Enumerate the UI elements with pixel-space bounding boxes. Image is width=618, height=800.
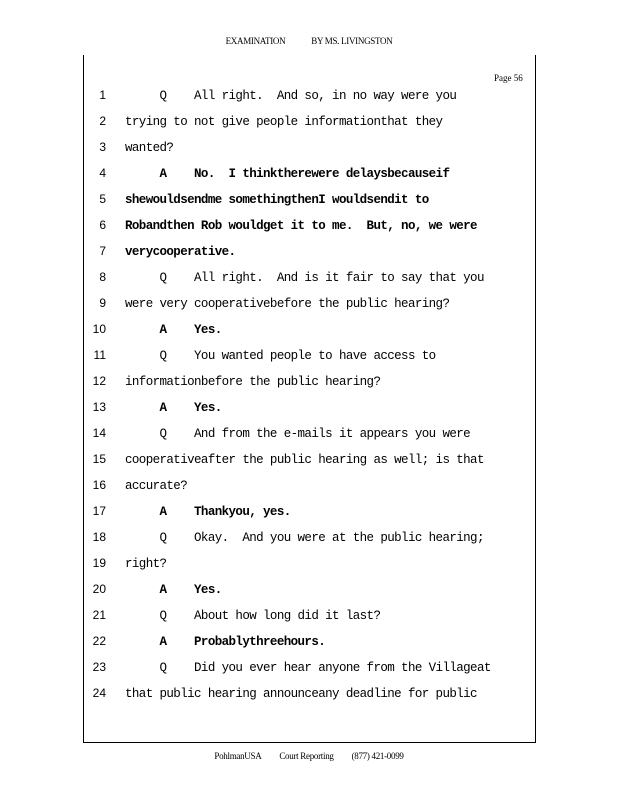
- line-number: 5: [99, 192, 106, 206]
- footer-company: PohlmanUSA: [214, 751, 262, 761]
- line-text: right?: [125, 557, 167, 571]
- line-number: 8: [99, 270, 106, 284]
- line-text: wanted?: [125, 141, 174, 155]
- line-number: 16: [92, 478, 106, 492]
- footer-phone: (877) 421-0099: [351, 751, 404, 761]
- line-text: Robandthen Rob wouldget it to me. But, no, we were: [125, 219, 477, 233]
- line-number: 4: [99, 166, 106, 180]
- line-text: Q All right. And so, in no way were you: [125, 89, 457, 103]
- line-number: 20: [92, 582, 106, 596]
- line-text: Q About how long did it last?: [125, 609, 381, 623]
- line-text: A No. I thinktherewere delaysbecauseif: [125, 167, 450, 181]
- line-text: A Yes.: [125, 323, 222, 337]
- line-text: verycooperative.: [125, 245, 236, 259]
- line-number: 21: [92, 608, 106, 622]
- line-text: Q You wanted people to have access to: [125, 349, 436, 363]
- line-number: 23: [92, 660, 106, 674]
- page-header: [0, 36, 618, 46]
- line-text: Q All right. And is it fair to say that you: [125, 271, 484, 285]
- line-number: 24: [92, 686, 106, 700]
- line-text: A Thankyou, yes.: [125, 505, 291, 519]
- header-examination: EXAMINATION: [225, 36, 286, 46]
- line-text: Q Did you ever hear anyone from the Villageat: [125, 661, 491, 675]
- line-number: 22: [92, 634, 106, 648]
- line-text: were very cooperativebefore the public hearing?: [125, 297, 450, 311]
- footer-service: Court Reporting: [279, 751, 334, 761]
- line-number: 14: [92, 426, 106, 440]
- line-text: shewouldsendme somethingthenI wouldsendit to: [125, 193, 429, 207]
- line-number: 17: [92, 504, 106, 518]
- line-text: trying to not give people informationthat they: [125, 115, 443, 129]
- line-number: 13: [92, 400, 106, 414]
- line-number: 19: [92, 556, 106, 570]
- line-number: 10: [92, 322, 106, 336]
- header-examiner: BY MS. LIVINGSTON: [311, 36, 393, 46]
- line-text: A Yes.: [125, 583, 222, 597]
- line-number: 18: [92, 530, 106, 544]
- line-number: 12: [92, 374, 106, 388]
- line-number: 1: [99, 88, 106, 102]
- line-number: 2: [99, 114, 106, 128]
- line-text: informationbefore the public hearing?: [125, 375, 381, 389]
- line-text: A Probablythreehours.: [125, 635, 326, 649]
- line-text: cooperativeafter the public hearing as well; is that: [125, 453, 484, 467]
- line-number: 6: [99, 218, 106, 232]
- line-text: A Yes.: [125, 401, 222, 415]
- page-footer: [0, 751, 618, 761]
- line-text: accurate?: [125, 479, 188, 493]
- line-number: 11: [93, 348, 106, 362]
- line-number: 15: [92, 452, 106, 466]
- line-number: 9: [99, 296, 106, 310]
- page-number: Page 56: [494, 73, 523, 83]
- line-number: 7: [99, 244, 106, 258]
- line-text: Q And from the e-mails it appears you were: [125, 427, 471, 441]
- line-number: 3: [99, 140, 106, 154]
- line-text: Q Okay. And you were at the public hearing;: [125, 531, 484, 545]
- line-text: that public hearing announceany deadline for public: [125, 687, 477, 701]
